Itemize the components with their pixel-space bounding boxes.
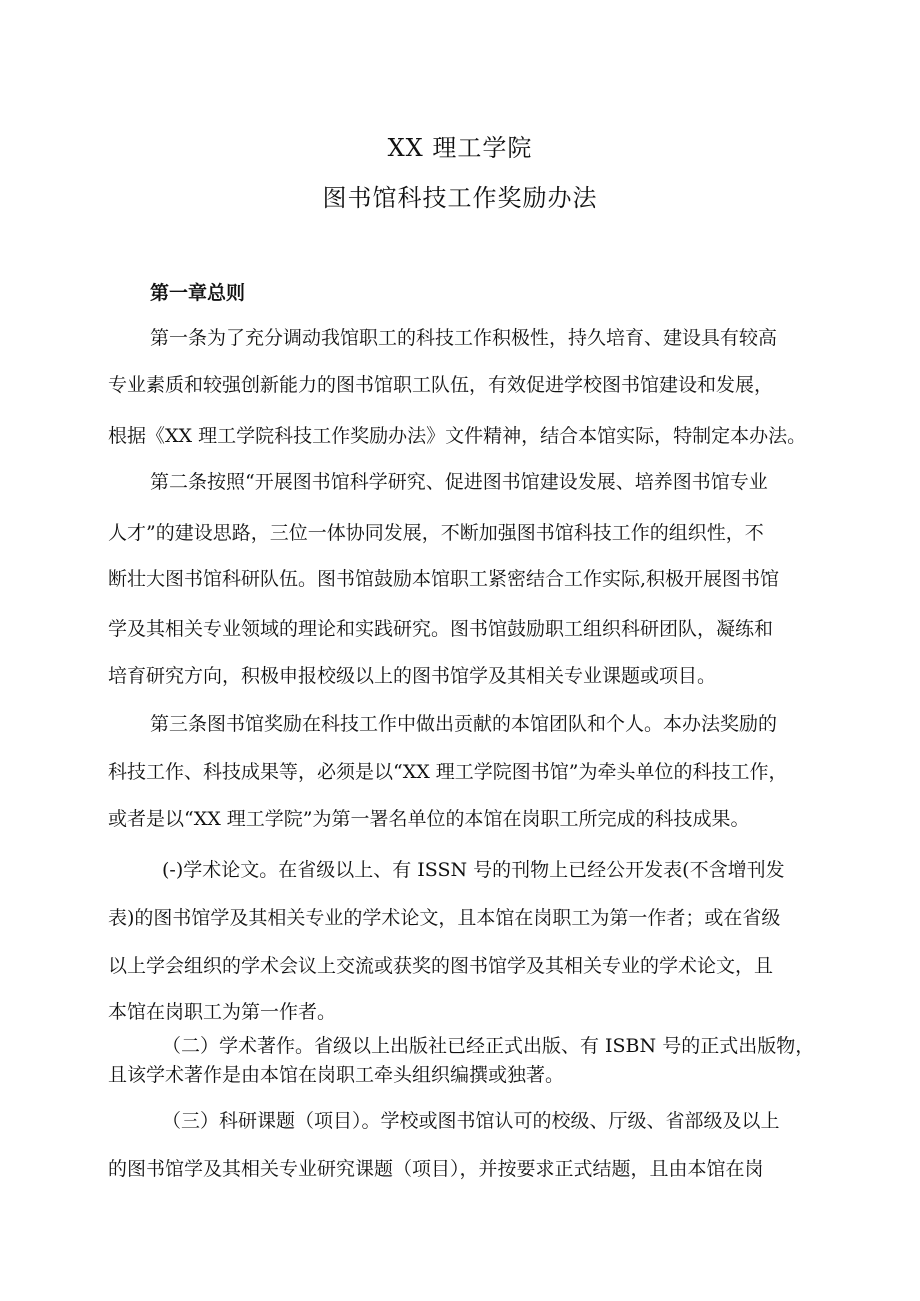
paragraph-line: 断壮大图书馆科研队伍。图书馆鼓励本馆职工紧密结合工作实际,积极开展图书馆: [108, 568, 780, 590]
paragraph-line: （二）学术著作。省级以上出版社已经正式出版、有 ISBN 号的正式出版物，: [162, 1035, 815, 1057]
paragraph-line: 根据《XX 理工学院科技工作奖励办法》文件精神，结合本馆实际，特制定本办法。: [108, 425, 807, 447]
chapter-heading: 第一章总则: [150, 282, 246, 304]
paragraph-line: 人才”的建设思路，三位一体协同发展，不断加强图书馆科技工作的组织性，不: [108, 522, 764, 544]
paragraph-line: 且该学术著作是由本馆在岗职工牵头组织编撰或独著。: [108, 1064, 565, 1086]
paragraph-line: 第一条为了充分调动我馆职工的科技工作积极性，持久培育、建设具有较高: [150, 327, 778, 349]
paragraph-line: (-)学术论文。在省级以上、有 ISSN 号的刊物上已经公开发表(不含增刊发: [162, 859, 785, 881]
paragraph-line: 第三条图书馆奖励在科技工作中做出贡献的本馆团队和个人。本办法奖励的: [150, 713, 778, 735]
paragraph-line: 科技工作、科技成果等，必须是以“XX 理工学院图书馆”为牵头单位的科技工作，: [108, 761, 788, 783]
paragraph-line: 的图书馆学及其相关专业研究课题（项目），并按要求正式结题，且由本馆在岗: [108, 1158, 764, 1180]
paragraph-line: 专业素质和较强创新能力的图书馆职工队伍，有效促进学校图书馆建设和发展，: [108, 374, 774, 396]
paragraph-line: （三）科研课题（项目）。学校或图书馆认可的校级、厅级、省部级及以上: [162, 1110, 780, 1132]
paragraph-line: 培育研究方向，积极申报校级以上的图书馆学及其相关专业课题或项目。: [108, 665, 717, 687]
document-title: 图书馆科技工作奖励办法: [322, 184, 598, 212]
institution-title: XX 理工学院: [387, 134, 533, 162]
paragraph-line: 学及其相关专业领域的理论和实践研究。图书馆鼓励职工组织科研团队，凝练和: [108, 618, 774, 640]
paragraph-line: 或者是以“XX 理工学院”为第一署名单位的本馆在岗职工所完成的科技成果。: [108, 808, 750, 830]
paragraph-line: 以上学会组织的学术会议上交流或获奖的图书馆学及其相关专业的学术论文，且: [108, 955, 774, 977]
paragraph-line: 第二条按照“开展图书馆科学研究、促进图书馆建设发展、培养图书馆专业: [150, 471, 768, 493]
paragraph-line: 表)的图书馆学及其相关专业的学术论文，且本馆在岗职工为第一作者；或在省级: [108, 907, 781, 929]
paragraph-line: 本馆在岗职工为第一作者。: [108, 1001, 337, 1023]
